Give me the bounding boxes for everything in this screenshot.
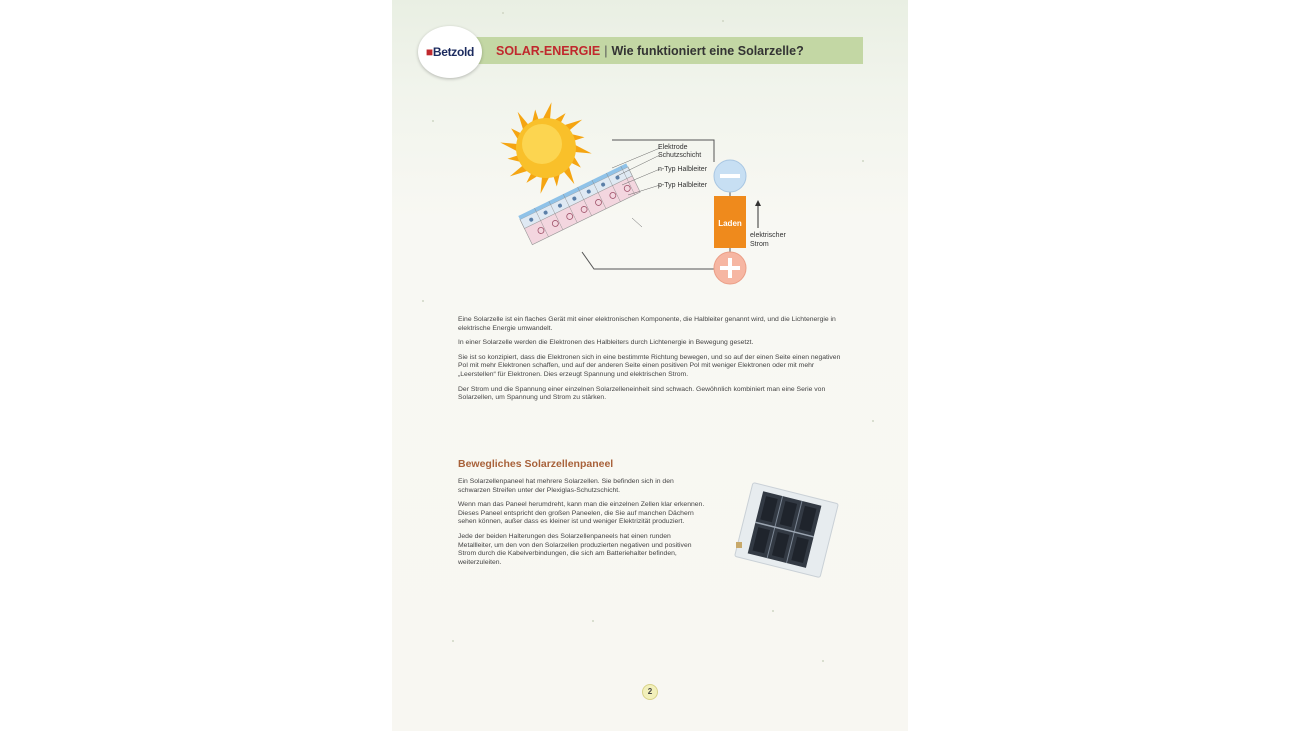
sun-ray [574, 144, 592, 153]
negative-pole-icon [714, 160, 746, 192]
section-text-block [458, 478, 706, 573]
sun-ray [500, 143, 518, 152]
paragraph: Ein Solarzellenpaneel hat mehrere Solarzellen. Sie befinden sich in den schwarzen Streifen unter der Plexiglas-Schutzschicht. [458, 478, 674, 494]
panel-connector [736, 542, 742, 548]
paper-speck [722, 20, 724, 22]
circuit-wire-bottom [582, 252, 730, 269]
positive-pole-icon [714, 252, 746, 284]
label-p-type: p-Typ Halbleiter [658, 182, 708, 189]
intro-text-block [458, 316, 846, 409]
label-current-line2: Strom [750, 241, 769, 248]
label-current-line1: elektrischer [750, 232, 786, 239]
sun-ray [541, 176, 550, 194]
label-protective-layer: Schutzschicht [658, 152, 702, 159]
current-arrow-icon [755, 200, 761, 228]
header-topic: SOLAR-ENERGIE [496, 43, 601, 58]
logo-wordmark: ■Betzold [425, 45, 475, 59]
page-title: Wie funktioniert eine Solarzelle? [611, 43, 804, 58]
paragraph: Wenn man das Paneel herumdreht, kann man die einzelnen Zellen klar erkennen. Dieses Paneel entspricht den großen Paneelen, die Sie auf manchen Dächern sehen können, außer dass es kleiner ist und weniger Elektrizität produziert. [458, 501, 705, 526]
label-n-type: n-Typ Halbleiter [658, 166, 708, 173]
paper-speck [772, 610, 774, 612]
sun-icon [500, 102, 591, 193]
label-load: Laden [718, 219, 742, 228]
sun-ray [542, 102, 551, 120]
paper-speck [862, 160, 864, 162]
solar-panel-photo [730, 478, 842, 586]
solar-cell-diagram [482, 92, 812, 292]
header-title-bar [468, 37, 863, 64]
paragraph: Eine Solarzelle ist ein flaches Gerät mit einer elektronischen Komponente, die Halbleiter genannt wird, und die Lichtenergie in elektrische Energie umwandelt. [458, 316, 836, 332]
header-separator: | [604, 43, 608, 58]
page-number: 2 [642, 684, 658, 700]
paper-speck [452, 640, 454, 642]
paragraph: In einer Solarzelle werden die Elektronen des Halbleiters durch Lichtenergie in Bewegung gesetzt. [458, 339, 754, 347]
paragraph: Jede der beiden Halterungen des Solarzellenpaneels hat einen runden Metallleiter, um den von den Solarzellen produzierten negativen und positiven Strom durch die Kabelverbindungen, die sich am Batteriehalter befinden, weiterzuleiten. [458, 532, 692, 566]
paper-speck [592, 620, 594, 622]
paper-speck [432, 120, 434, 122]
betzold-logo [418, 26, 482, 78]
section-heading: Bewegliches Solarzellenpaneel [458, 458, 614, 470]
paragraph: Sie ist so konzipiert, dass die Elektronen sich in eine bestimmte Richtung bewegen, und so auf der einen Seite einen negativen Pol mit mehr Elektronen schaffen, und auf der anderen Seite einen positiven Pol mit weniger Elektronen oder mit mehr „Leerstellen“ für Elektronen. Dies erzeugt Spannung und elektrischen Strom. [458, 353, 841, 378]
paragraph: Der Strom und die Spannung einer einzelnen Solarzelleneinheit sind schwach. Gewöhnlich kombiniert man eine Serie von Solarzellen, um Spannung und Strom zu stärken. [458, 385, 826, 402]
label-electrode: Elektrode [658, 144, 688, 151]
paper-speck [822, 660, 824, 662]
document-page [392, 0, 908, 731]
paper-speck [502, 12, 504, 14]
paper-speck [872, 420, 874, 422]
paper-speck [422, 300, 424, 302]
